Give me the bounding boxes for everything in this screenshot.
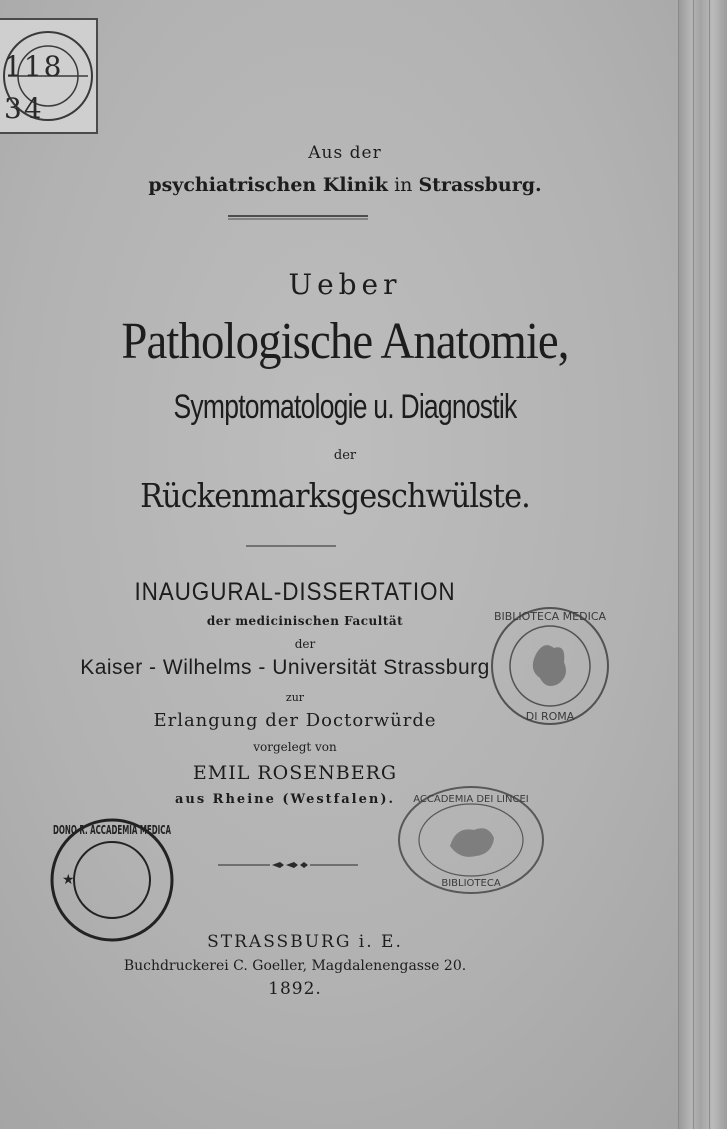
shelfmark-top: 118 [4,50,64,83]
header-clinic [0,174,690,196]
header-aus-der: Aus der [308,143,382,163]
dissertation-heading: INAUGURAL-DISSERTATION [134,578,456,606]
page-edge [678,0,727,1129]
title-last: Rückenmarksgeschwülste. [140,476,530,515]
edge-line [709,0,710,1129]
accademia-lincei-stamp-icon [396,784,546,896]
dissertation-purpose: Erlangung der Doctorwürde [153,710,437,731]
dono-star-icon: ★ [62,872,75,888]
dissertation-der: der [294,637,316,651]
biblioteca-medica-stamp-icon [488,604,612,728]
edge-line [693,0,694,1129]
title-main: Pathologische Anatomie, [121,313,569,370]
dissertation-origin: aus Rheine (Westfalen). [174,792,396,807]
imprint-year: 1892. [268,979,322,999]
dissertation-presented: vorgelegt von [253,740,337,754]
dissertation-author: EMIL ROSENBERG [192,762,398,784]
imprint-printer: Buchdruckerei C. Goeller, Magdalenengasse 20. [123,958,467,974]
medica-bottom-text: DI ROMA [525,710,575,723]
medica-ring-text: BIBLIOTECA MEDICA [493,610,607,623]
shelfmark-stamp [0,18,98,134]
header-clinic-in: in [394,174,413,196]
dono-accademia-medica-stamp-icon [48,816,176,944]
title-intro: Ueber [288,268,402,301]
dono-ring-text: DONO R. ACCADEMIA MEDICA [53,823,172,837]
imprint-city: STRASSBURG i. E. [207,932,403,952]
accademia-ring-text: ACCADEMIA DEI LINCEI [413,794,529,805]
dissertation-zur: zur [285,691,305,704]
dissertation-faculty: der medicinischen Facultät [206,614,404,628]
dissertation-university: Kaiser - Wilhelms - Universität Strassburg [80,656,490,679]
title-sub: Symptomatologie u. Diagnostik [173,388,517,426]
header-clinic-name: psychiatrischen Klinik [148,174,389,196]
accademia-bottom-text: BIBLIOTECA [441,878,501,889]
title-rule [246,544,336,548]
ornament-rule [218,860,358,870]
header-rule [228,214,368,222]
header-clinic-city: Strassburg. [418,174,542,196]
title-der: der [333,448,357,463]
shelfmark-bottom: 34 [4,92,44,125]
